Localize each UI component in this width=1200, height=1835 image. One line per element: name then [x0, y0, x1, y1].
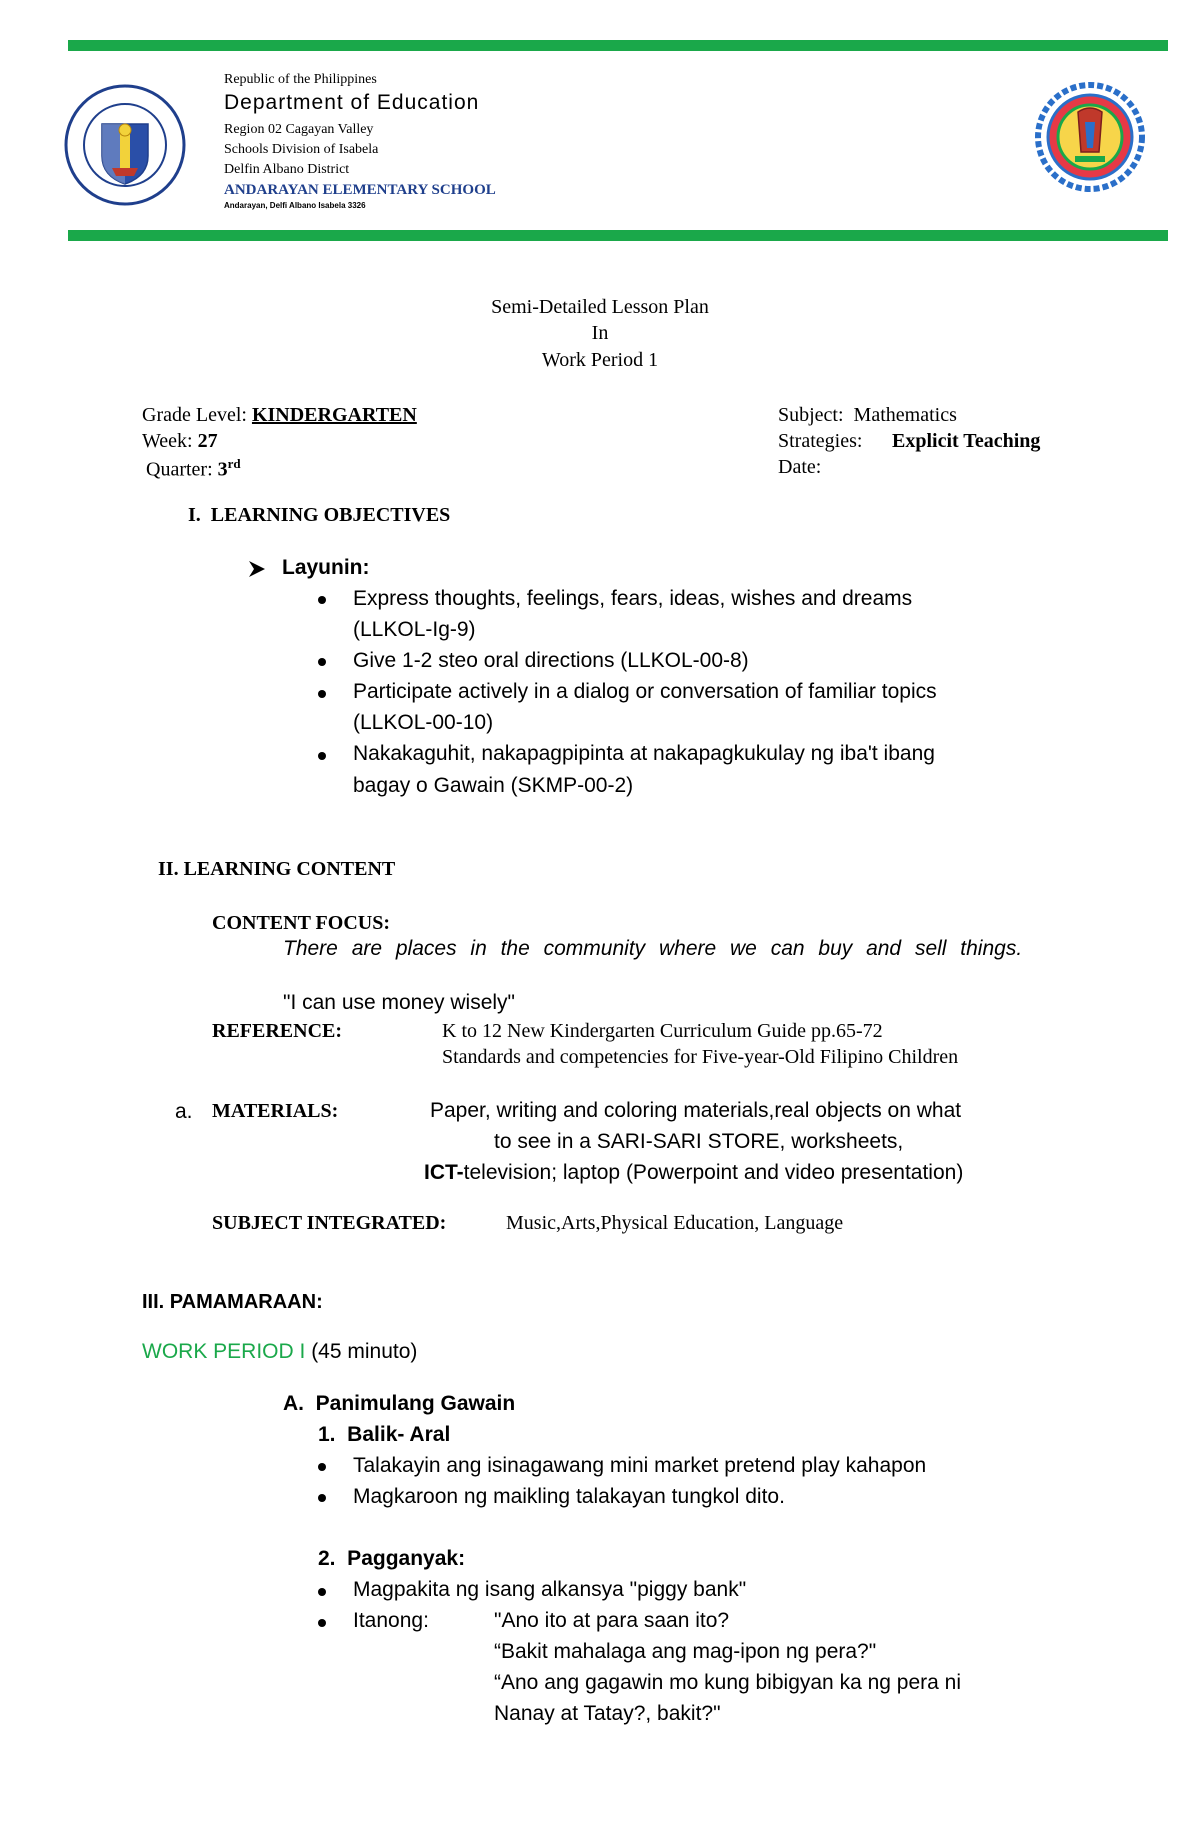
- content-focus-label: CONTENT FOCUS:: [212, 912, 390, 934]
- materials-marker: a.: [175, 1100, 193, 1123]
- region-text: Region 02 Cagayan Valley: [224, 122, 374, 137]
- quarter: [146, 456, 241, 482]
- step-1-bullet-1: [318, 1463, 326, 1471]
- division-text: Schools Division of Isabela: [224, 142, 379, 157]
- reference-line-2: Standards and competencies for Five-year-Old Filipino Children: [442, 1046, 959, 1068]
- title-line-3: Work Period 1: [541, 349, 659, 371]
- quarter-sup: rd: [227, 456, 241, 471]
- quarter-label: Quarter:: [146, 458, 213, 481]
- step-1-bullet-2: [318, 1494, 326, 1502]
- grade-value: KINDERGARTEN: [251, 404, 417, 426]
- objective-bullet-1: [318, 596, 326, 604]
- header-bottom-bar: [68, 230, 1168, 241]
- reference-label: REFERENCE:: [212, 1020, 343, 1042]
- school-logo-icon: [1035, 82, 1145, 192]
- week-value: 27: [197, 430, 218, 452]
- materials-line-2: to see in a SARI-SARI STORE, worksheets,: [494, 1130, 904, 1153]
- objective-3-line-1: Participate actively in a dialog or conversation of familiar topics: [353, 680, 937, 703]
- materials-label: MATERIALS:: [212, 1100, 339, 1122]
- subject-integrated-value: Music,Arts,Physical Education, Language: [506, 1212, 844, 1234]
- school-address: Andarayan, Delfi Albano Isabela 3326: [224, 201, 366, 210]
- objectives-heading: I. LEARNING OBJECTIVES: [188, 504, 451, 526]
- content-heading: II. LEARNING CONTENT: [158, 858, 396, 880]
- title-line-2: In: [591, 322, 609, 344]
- materials-line-1: Paper, writing and coloring materials,real objects on what: [430, 1099, 962, 1122]
- strategies-label: Strategies:: [778, 430, 863, 452]
- department-text: Department of Education: [224, 91, 480, 114]
- objective-bullet-3: [318, 690, 326, 698]
- title-line-1: Semi-Detailed Lesson Plan: [491, 296, 709, 318]
- subject-label: Subject:: [778, 404, 844, 426]
- ict-text: television; laptop (Powerpoint and video presentation): [463, 1161, 964, 1184]
- step-1-heading: 1. Balik- Aral: [318, 1423, 451, 1446]
- work-period-line: [142, 1340, 417, 1364]
- step-1-item-1: Talakayin ang isinagawang mini market pretend play kahapon: [353, 1454, 927, 1477]
- district-text: Delfin Albano District: [224, 162, 350, 177]
- strategies-value: Explicit Teaching: [892, 430, 1041, 452]
- date-label: Date:: [778, 456, 822, 478]
- work-period-duration: (45 minuto): [305, 1340, 418, 1363]
- itanong-label: Itanong:: [353, 1609, 429, 1632]
- reference-line-1: K to 12 New Kindergarten Curriculum Guide pp.65-72: [442, 1020, 883, 1042]
- step-2-bullet-1: [318, 1588, 326, 1596]
- grade-label: Grade Level:: [142, 404, 247, 426]
- step-2-bullet-2: [318, 1619, 326, 1627]
- procedure-heading: III. PAMAMARAAN:: [142, 1291, 323, 1313]
- question-3: “Ano ang gagawin mo kung bibigyan ka ng pera ni: [494, 1671, 961, 1694]
- quarter-value: 3: [217, 458, 228, 481]
- step-1-item-2: Magkaroon ng maikling talakayan tungkol dito.: [353, 1485, 785, 1508]
- ict-label: ICT-: [424, 1161, 464, 1184]
- objective-3-line-2: (LLKOL-00-10): [353, 711, 494, 734]
- step-2-heading: 2. Pagganyak:: [318, 1547, 466, 1570]
- objective-2-line-1: Give 1-2 steo oral directions (LLKOL-00-8): [353, 649, 749, 672]
- question-2: “Bakit mahalaga ang mag-ipon ng pera?": [494, 1640, 877, 1663]
- subject-value: Mathematics: [853, 404, 957, 426]
- objective-1-line-2: (LLKOL-Ig-9): [353, 618, 476, 641]
- question-4: Nanay at Tatay?, bakit?": [494, 1702, 721, 1725]
- deped-seal-icon: [64, 84, 186, 206]
- objective-bullet-2: [318, 658, 326, 666]
- objective-1-line-1: Express thoughts, feelings, fears, ideas, wishes and dreams: [353, 587, 913, 610]
- objective-4-line-2: bagay o Gawain (SKMP-00-2): [353, 774, 634, 797]
- republic-text: Republic of the Philippines: [224, 72, 377, 87]
- grade-level: [142, 404, 417, 427]
- question-1: "Ano ito at para saan ito?: [494, 1609, 730, 1632]
- section-a-heading: A. Panimulang Gawain: [283, 1392, 516, 1415]
- objective-bullet-4: [318, 752, 326, 760]
- school-name: ANDARAYAN ELEMENTARY SCHOOL: [224, 182, 496, 198]
- work-period-label: WORK PERIOD I: [142, 1340, 306, 1363]
- subject: [778, 404, 957, 427]
- ict-line: [424, 1161, 963, 1185]
- header-top-bar: [68, 40, 1168, 51]
- layunin-label: Layunin:: [282, 556, 370, 579]
- content-quote: "I can use money wisely": [283, 991, 516, 1014]
- week-label: Week:: [142, 430, 193, 452]
- step-2-item-1: Magpakita ng isang alkansya "piggy bank": [353, 1578, 747, 1601]
- week: [142, 430, 218, 453]
- subject-integrated-label: SUBJECT INTEGRATED:: [212, 1212, 447, 1234]
- content-focus-text: There are places in the community where we can buy and sell things.: [283, 937, 1023, 960]
- arrow-bullet-icon: [247, 559, 267, 579]
- objective-4-line-1: Nakakaguhit, nakapagpipinta at nakapagkukulay ng iba't ibang: [353, 742, 935, 765]
